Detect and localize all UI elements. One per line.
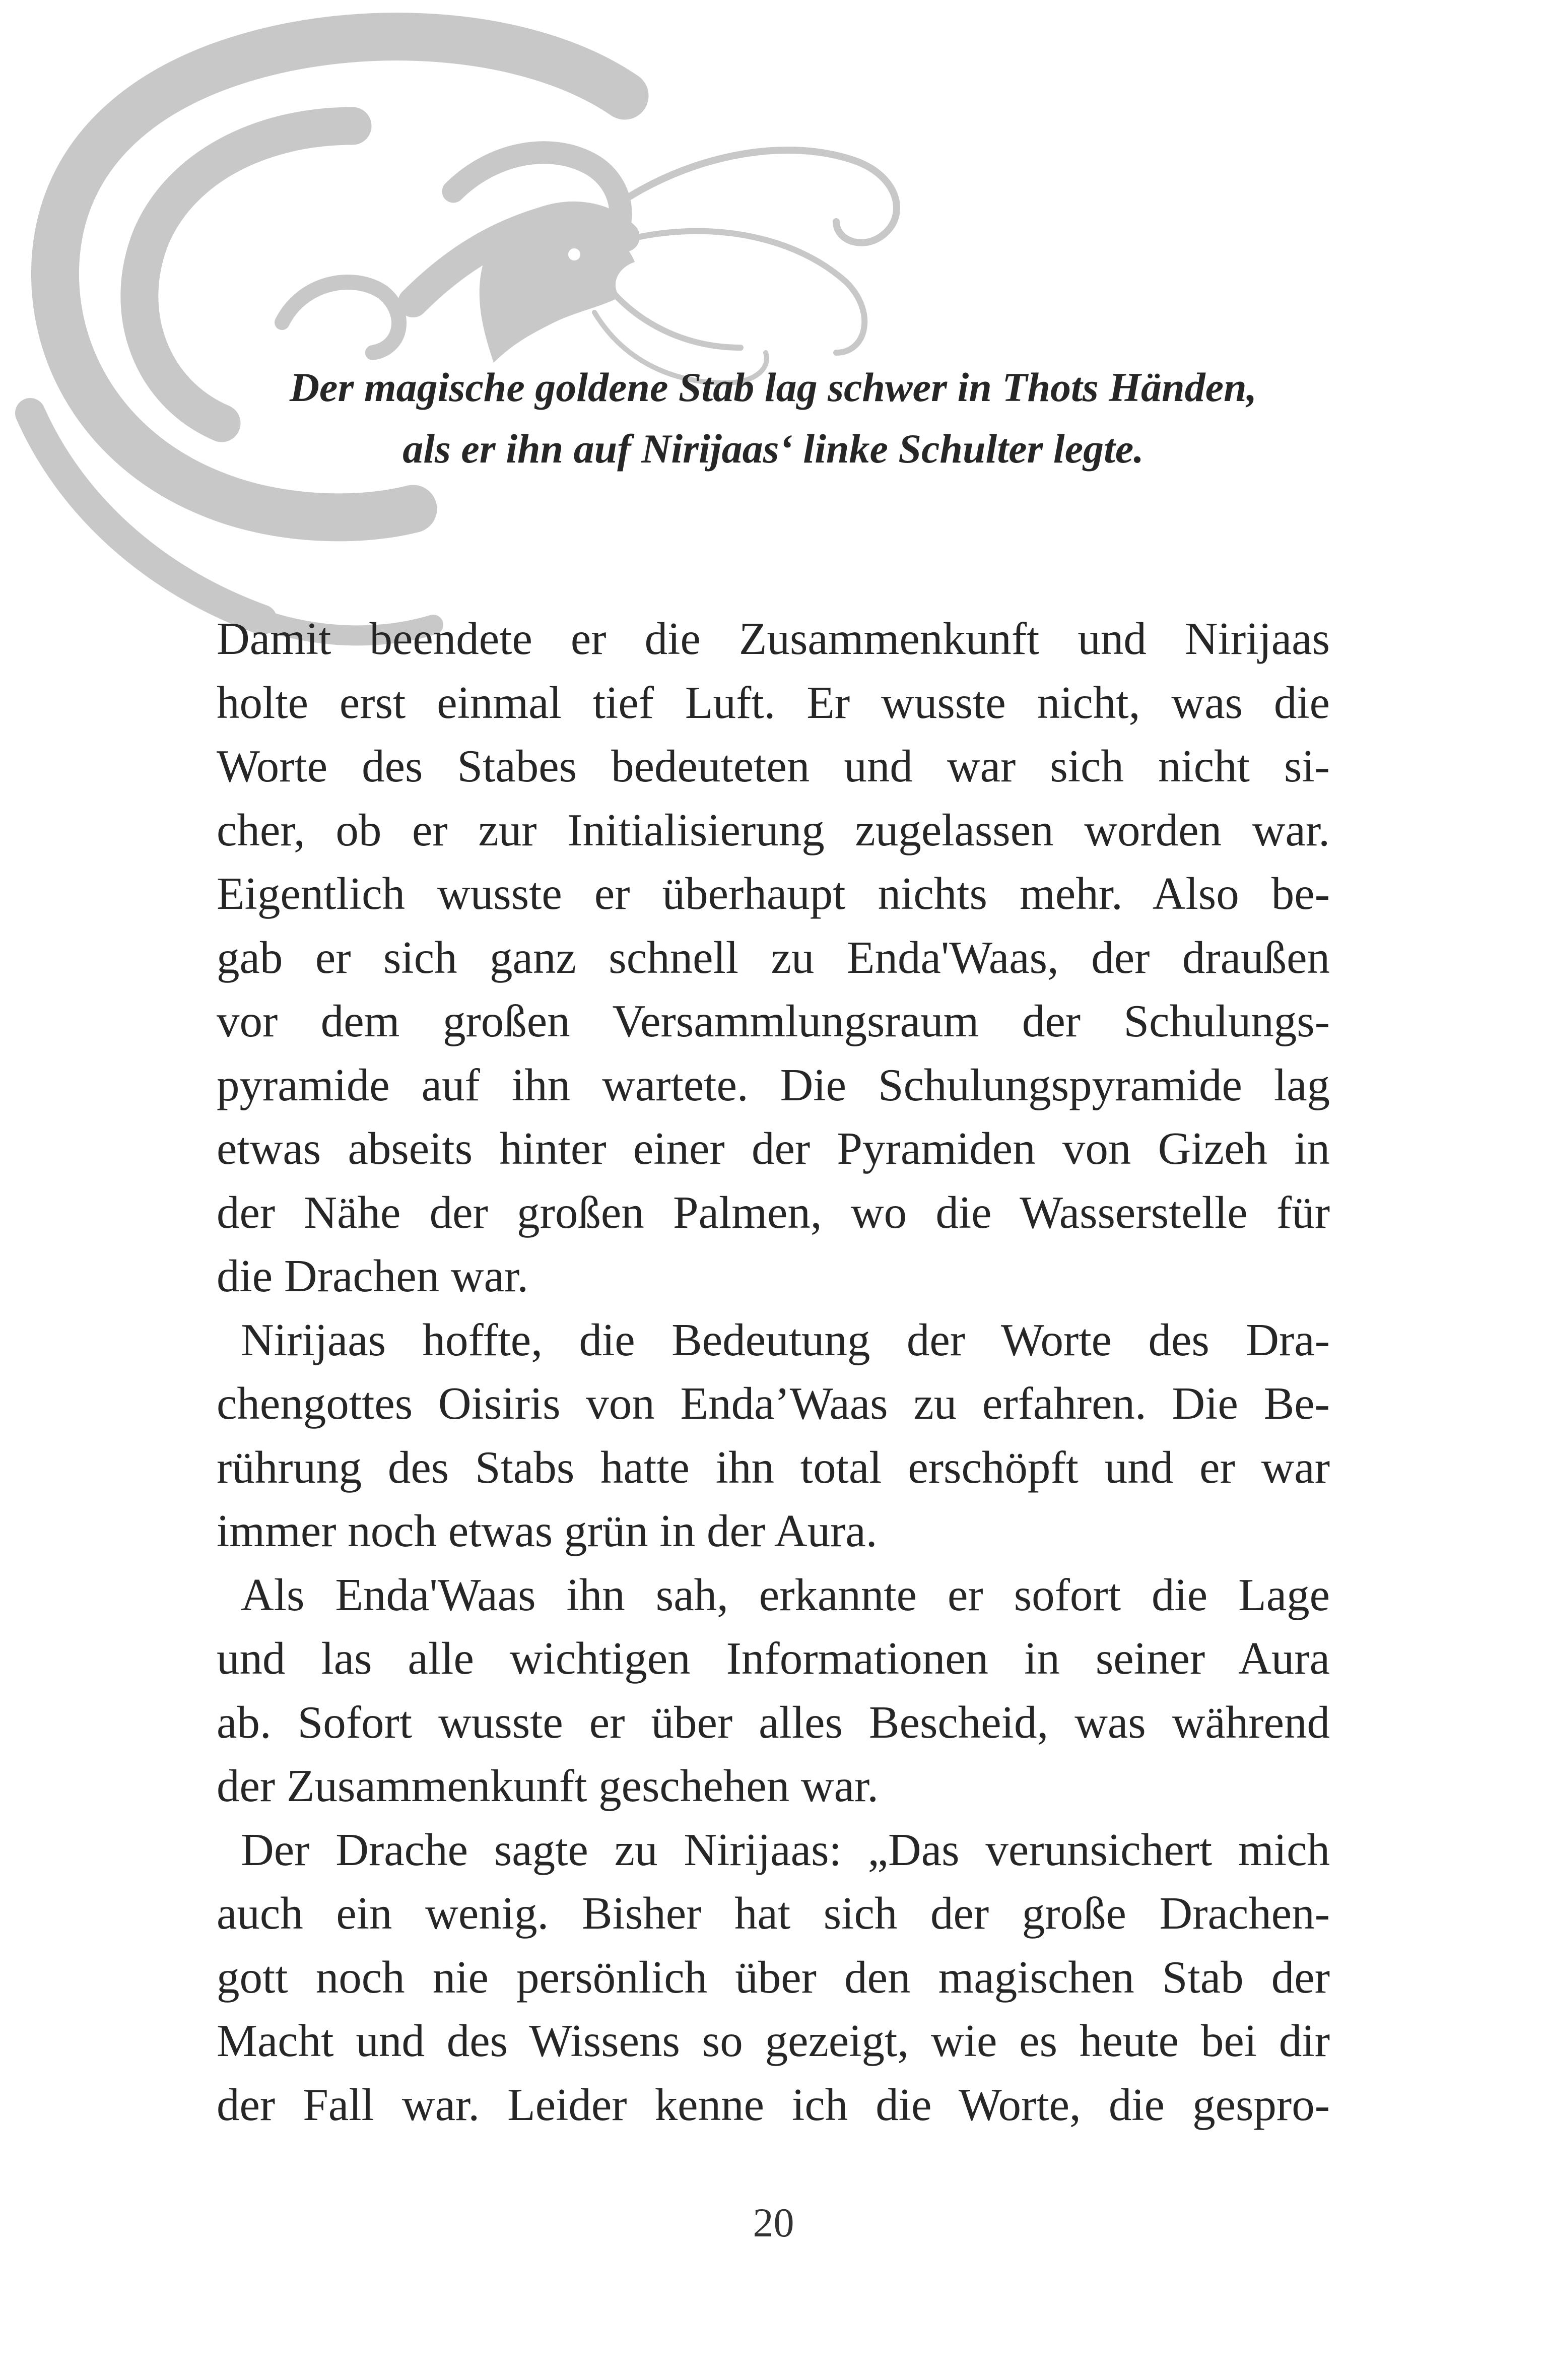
- dragon-ornament-icon: [0, 0, 957, 665]
- text-line: Worte des Stabes bedeuteten und war sich nicht si-: [217, 741, 1330, 791]
- text-line: auch ein wenig. Bisher hat sich der große Drachen-: [217, 1888, 1330, 1939]
- intro-quote: [217, 357, 1330, 480]
- text-line: immer noch etwas grün in der Aura.: [217, 1505, 878, 1556]
- text-line: die Drachen war.: [217, 1250, 529, 1301]
- intro-line: als er ihn auf Nirijaas‘ linke Schulter legte.: [402, 426, 1144, 472]
- text-line: der Zusammenkunft geschehen war.: [217, 1760, 879, 1811]
- text-line: Eigentlich wusste er überhaupt nichts mehr. Also be-: [217, 868, 1330, 919]
- text-line: der Fall war. Leider kenne ich die Worte, die gespro-: [217, 2079, 1330, 2130]
- text-line: Damit beendete er die Zusammenkunft und Nirijaas: [217, 613, 1330, 664]
- text-line: Macht und des Wissens so gezeigt, wie es heute bei dir: [217, 2015, 1330, 2066]
- text-line: etwas abseits hinter einer der Pyramiden von Gizeh in: [217, 1123, 1330, 1174]
- text-line: gott noch nie persönlich über den magischen Stab der: [217, 1951, 1330, 2003]
- text-line: rührung des Stabs hatte ihn total erschöpft und er war: [217, 1441, 1330, 1493]
- text-line: Als Enda'Waas ihn sah, erkannte er sofort die Lage: [241, 1569, 1330, 1620]
- page-number: 20: [753, 2200, 794, 2245]
- text-line: gab er sich ganz schnell zu Enda'Waas, der draußen: [217, 932, 1330, 983]
- text-line: der Nähe der großen Palmen, wo die Wasserstelle für: [217, 1186, 1330, 1238]
- text-line: Der Drache sagte zu Nirijaas: „Das verunsichert mich: [241, 1824, 1330, 1875]
- body-text: [217, 607, 1330, 2137]
- text-line: holte erst einmal tief Luft. Er wusste nicht, was die: [217, 677, 1330, 728]
- text-line: Nirijaas hoffte, die Bedeutung der Worte des Dra-: [241, 1314, 1330, 1365]
- text-line: cher, ob er zur Initialisierung zugelassen worden war.: [217, 804, 1330, 855]
- text-line: pyramide auf ihn wartete. Die Schulungspyramide lag: [217, 1059, 1330, 1110]
- text-line: chengottes Oisiris von Enda’Waas zu erfahren. Die Be-: [217, 1378, 1330, 1429]
- intro-line: Der magische goldene Stab lag schwer in Thots Händen,: [289, 364, 1257, 410]
- text-line: vor dem großen Versammlungsraum der Schulungs-: [217, 996, 1330, 1046]
- text-line: ab. Sofort wusste er über alles Bescheid, was während: [217, 1696, 1330, 1748]
- text-line: und las alle wichtigen Informationen in seiner Aura: [217, 1633, 1330, 1684]
